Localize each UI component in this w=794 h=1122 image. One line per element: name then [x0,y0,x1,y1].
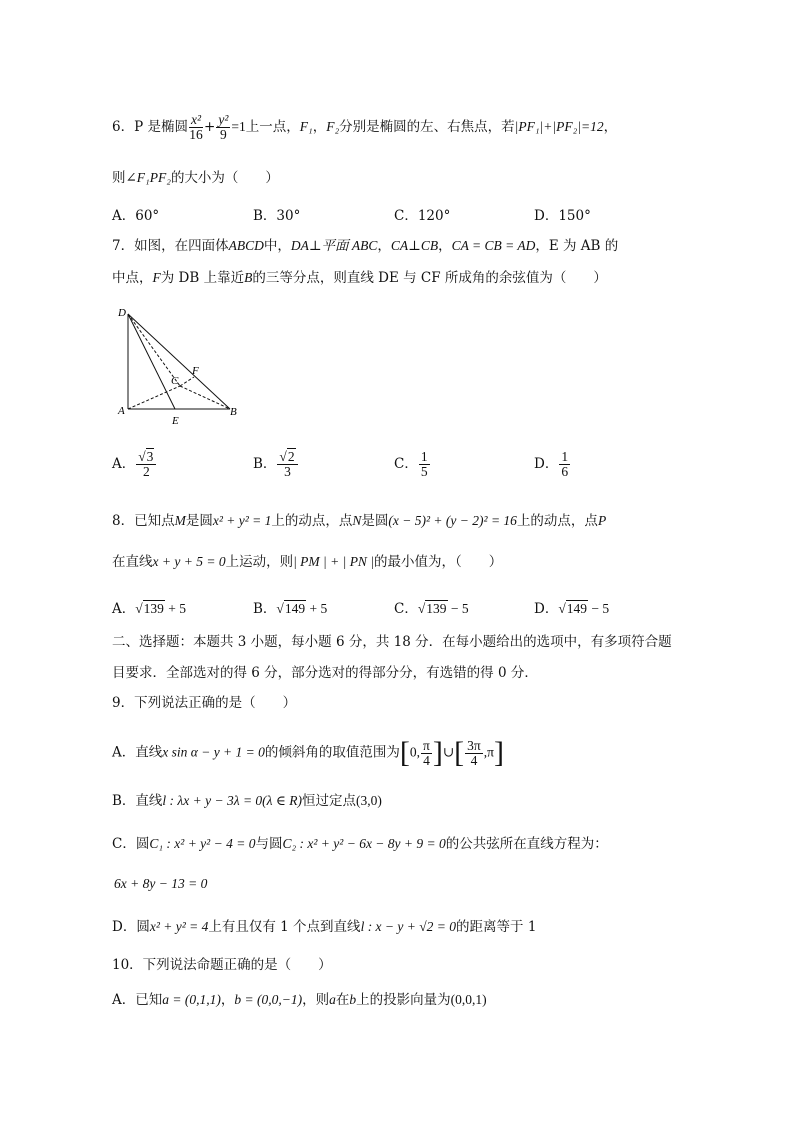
q8-a-rad: 139 [143,601,164,616]
q7-d-label: D． [534,456,559,472]
q10-a-vec: a = (0,1,1) [162,992,221,1007]
q8-n: N [352,513,362,528]
q7-c-label: C． [394,456,418,472]
q6-text: 6．P 是椭圆 [112,119,188,135]
q6-eq1: =1 [231,119,246,134]
q6-option-d[interactable]: D．150° [534,208,591,224]
q10-b-vec: b = (0,0,−1) [234,992,303,1007]
q8-b-sqrt: √149 [276,601,306,616]
q9-d-line: l : x − y + √2 = 0 [360,919,457,934]
q8-d-sqrt: √149 [558,601,587,616]
q7-c-frac [419,450,430,479]
q9-a-pi2: ,π [483,744,494,760]
q7-c-num: 1 [420,449,428,464]
q9-d-text2: 的距离等于 1 [456,919,537,935]
q10-option-a[interactable] [112,990,487,1010]
label-e: E [172,415,179,427]
q9-a-lbracket2: [ [454,736,465,769]
q9-option-d[interactable] [112,917,536,937]
q7-b-label: B． [253,456,277,472]
q7-b-num: √2 [277,450,297,465]
q10-a-zai: 在 [335,992,350,1008]
q7-option-c[interactable] [394,450,431,479]
q6-option-a[interactable]: A．60° [112,208,160,224]
q8-text6: 在直线 [112,554,153,570]
q7-c-den: 5 [420,464,428,479]
q10-a-text: ，则 [302,992,330,1008]
q8-b-rad: 149 [284,601,306,616]
q8-option-d[interactable] [534,597,609,617]
q7-text2: 中， [263,238,291,254]
q7-b-frac [277,450,297,479]
q6-frac-x-den: 16 [189,127,203,142]
q7-b-den: 3 [284,464,291,479]
q7-text5: 为 DB 上靠近 [160,270,245,286]
q8-c-rad: 139 [426,601,447,616]
q8-p: P [597,513,607,528]
q6-option-c[interactable]: C．120° [394,208,451,224]
q9-b-eq: l : λx + y − 3λ = 0(λ ∈ R) [162,793,303,808]
q9-a-four: 4 [423,752,430,768]
q7-line1 [112,236,618,256]
q9-c-label: C．圆 [112,836,150,852]
q6-text4: 则 [112,170,126,186]
q8-d-rad: 149 [566,601,587,616]
q10-a-label: A．已知 [112,992,163,1008]
q9-a-frac2 [465,739,483,768]
q10-a-comma: ， [220,992,235,1008]
q6-frac-x [189,113,203,142]
label-d: D [118,307,126,319]
q8-line2 [112,552,502,572]
q8-a-tail: + 5 [164,601,187,616]
q9-a-lbracket: [ [399,736,410,769]
q9-option-c-line2: 6x + 8y − 13 = 0 [114,876,208,891]
q8-circle1: x² + y² = 1 [212,513,272,528]
q6-end: ， [603,119,618,135]
q6-text3: 分别是椭圆的左、右焦点，若 [339,119,515,135]
q6-option-b[interactable]: B．30° [253,208,301,224]
q6-line2 [112,168,279,188]
q6-sep: ， [312,119,327,135]
q8-option-b[interactable] [253,597,327,617]
q10-a-b: b [349,992,357,1007]
q7-d-frac [559,450,570,479]
q9-b-text: 恒过定点 [302,793,357,809]
q8-a-sqrt: √139 [135,601,164,616]
q10-title: 10．下列说法命题正确的是（ ） [112,957,332,973]
q7-ca-perp: CA⊥CB [390,238,439,253]
q7-line2 [112,268,607,288]
q9-a-rbracket: ] [432,736,443,769]
edge-cf [180,377,194,386]
section2-line2: 目要求．全部选对的得 6 分，部分选对的得部分分，有选错的得 0 分． [112,665,538,681]
q10-a-result: (0,0,1) [450,992,487,1007]
q8-d-label: D． [534,601,559,617]
q7-option-d[interactable] [534,450,571,479]
q8-m: M [174,513,186,528]
q7-text6: 的三等分点，则直线 DE 与 CF 所成角的余弦值为（ ） [252,270,607,286]
label-f: F [192,365,199,377]
q9-c-text: 与圆 [255,836,283,852]
q9-b-label: B．直线 [112,793,163,809]
q8-option-c[interactable] [394,597,469,617]
q8-b-label: B． [253,601,277,617]
q8-text8: 的最小值为，（ ） [374,554,503,570]
q7-text4: 中点， [112,270,153,286]
q9-a-frac1 [421,739,432,768]
q8-d-tail: − 5 [588,601,610,616]
section2-line1: 二、选择题：本题共 3 小题，每小题 6 分，共 18 分．在每小题给出的选项中，有多项符合题 [112,634,672,650]
q9-option-b[interactable] [112,791,382,811]
q8-text5: 上的动点，点 [516,513,598,529]
q9-a-cup: ∪ [442,744,455,760]
q7-a-num: √3 [136,450,156,465]
q7-d-num: 1 [561,449,569,464]
q7-comma: ， [377,238,391,254]
q7-option-b[interactable] [253,450,299,479]
q7-option-a[interactable] [112,450,157,479]
q6-f1: F₁ [299,119,313,134]
label-b: B [230,406,237,418]
q10-a-text2: 上的投影向量为 [356,992,451,1008]
q7-f: F [152,270,161,285]
q8-option-a[interactable] [112,597,186,617]
q8-text1: 8．已知点 [112,513,175,529]
q7-b-rad: 2 [287,449,295,464]
q6-text5: 的大小为（ ） [170,170,279,186]
q9-option-a[interactable] [112,738,504,768]
label-c: C [171,375,179,387]
q7-tetrahedron-figure [112,302,242,430]
q7-da-perp: DA⊥平面 ABC [290,238,378,253]
edge-db [128,314,230,409]
q9-a-zero: 0, [409,744,421,760]
q9-d-label: D．圆 [112,919,150,935]
q6-frac-y-num: y² [218,112,229,127]
q9-b-point: (3,0) [356,793,382,808]
q6-condition: |PF₁|+|PF₂|=12 [514,119,604,134]
q9-c-text2: 的公共弦所在直线方程为： [445,836,608,852]
q8-b-tail: + 5 [306,601,328,616]
q9-a-3pi: 3π [467,737,481,753]
q9-a-eq: x sin α − y + 1 = 0 [162,744,265,760]
q9-c-circle2: C₂ : x² + y² − 6x − 8y + 9 = 0 [282,836,446,851]
q9-option-c[interactable] [112,834,608,854]
edge-ac [128,386,180,409]
q8-circle2: (x − 5)² + (y − 2)² = 16 [388,513,517,528]
q7-text1: 7．如图，在四面体 [112,238,229,254]
q6-frac-x-num: x² [190,112,202,127]
q8-c-label: C． [394,601,418,617]
q7-a-rad: 3 [146,449,154,464]
q9-a-label: A．直线 [112,744,163,761]
q6-f2: F₂ [326,119,340,134]
q9-title: 9．下列说法正确的是（ ） [112,695,297,711]
q9-c-circle1: C₁ : x² + y² − 4 = 0 [149,836,256,851]
q8-text7: 上运动，则 [225,554,294,570]
q8-text3: 上的动点，点 [271,513,353,529]
q8-c-sqrt: √139 [417,601,447,616]
q7-text3: ，E 为 AB 的 [535,238,619,254]
q6-text2: 上一点， [245,119,300,135]
q7-a-frac [136,450,156,479]
q7-b: B [244,270,253,285]
q8-text2: 是圆 [185,513,213,529]
q7-a-den: 2 [142,464,150,479]
q9-a-pi: π [423,737,430,753]
edge-cb [180,386,230,409]
q6-frac-y [216,113,230,142]
q9-d-eq: x² + y² = 4 [149,919,209,934]
q8-line-eq: x + y + 5 = 0 [152,554,226,569]
q8-c-tail: − 5 [447,601,469,616]
q6-line1: 6．P 是椭圆 $\frac{\text{x²}}{16}$ + $\frac{\text{y²}}{9}$ =1上一点，F₁，F₂分别是椭圆的左、右焦点，若|PF₁|+|PF₂|=12， [112,112,618,142]
q9-a-rbracket2: ] [493,736,504,769]
q8-text4: 是圆 [361,513,389,529]
q9-a-four2: 4 [470,752,478,768]
q9-a-text: 的倾斜角的取值范围为 [264,744,400,761]
q8-a-label: A． [112,601,136,617]
q9-d-text: 上有且仅有 1 个点到直线 [208,919,361,935]
q8-expr: | PM | + | PN | [293,554,375,569]
q7-d-den: 6 [561,464,569,479]
q7-equal: CA = CB = AD [451,238,536,253]
q6-frac-y-den: 9 [219,127,227,142]
q7-a-label: A． [112,456,136,472]
q8-line1 [112,511,606,531]
q6-angle: ∠F₁PF₂ [125,170,171,185]
q10-a-a: a [329,992,336,1007]
q7-comma2: ， [438,238,452,254]
label-a: A [118,405,125,417]
q7-abcd: ABCD [228,238,264,253]
edge-de [128,314,175,409]
